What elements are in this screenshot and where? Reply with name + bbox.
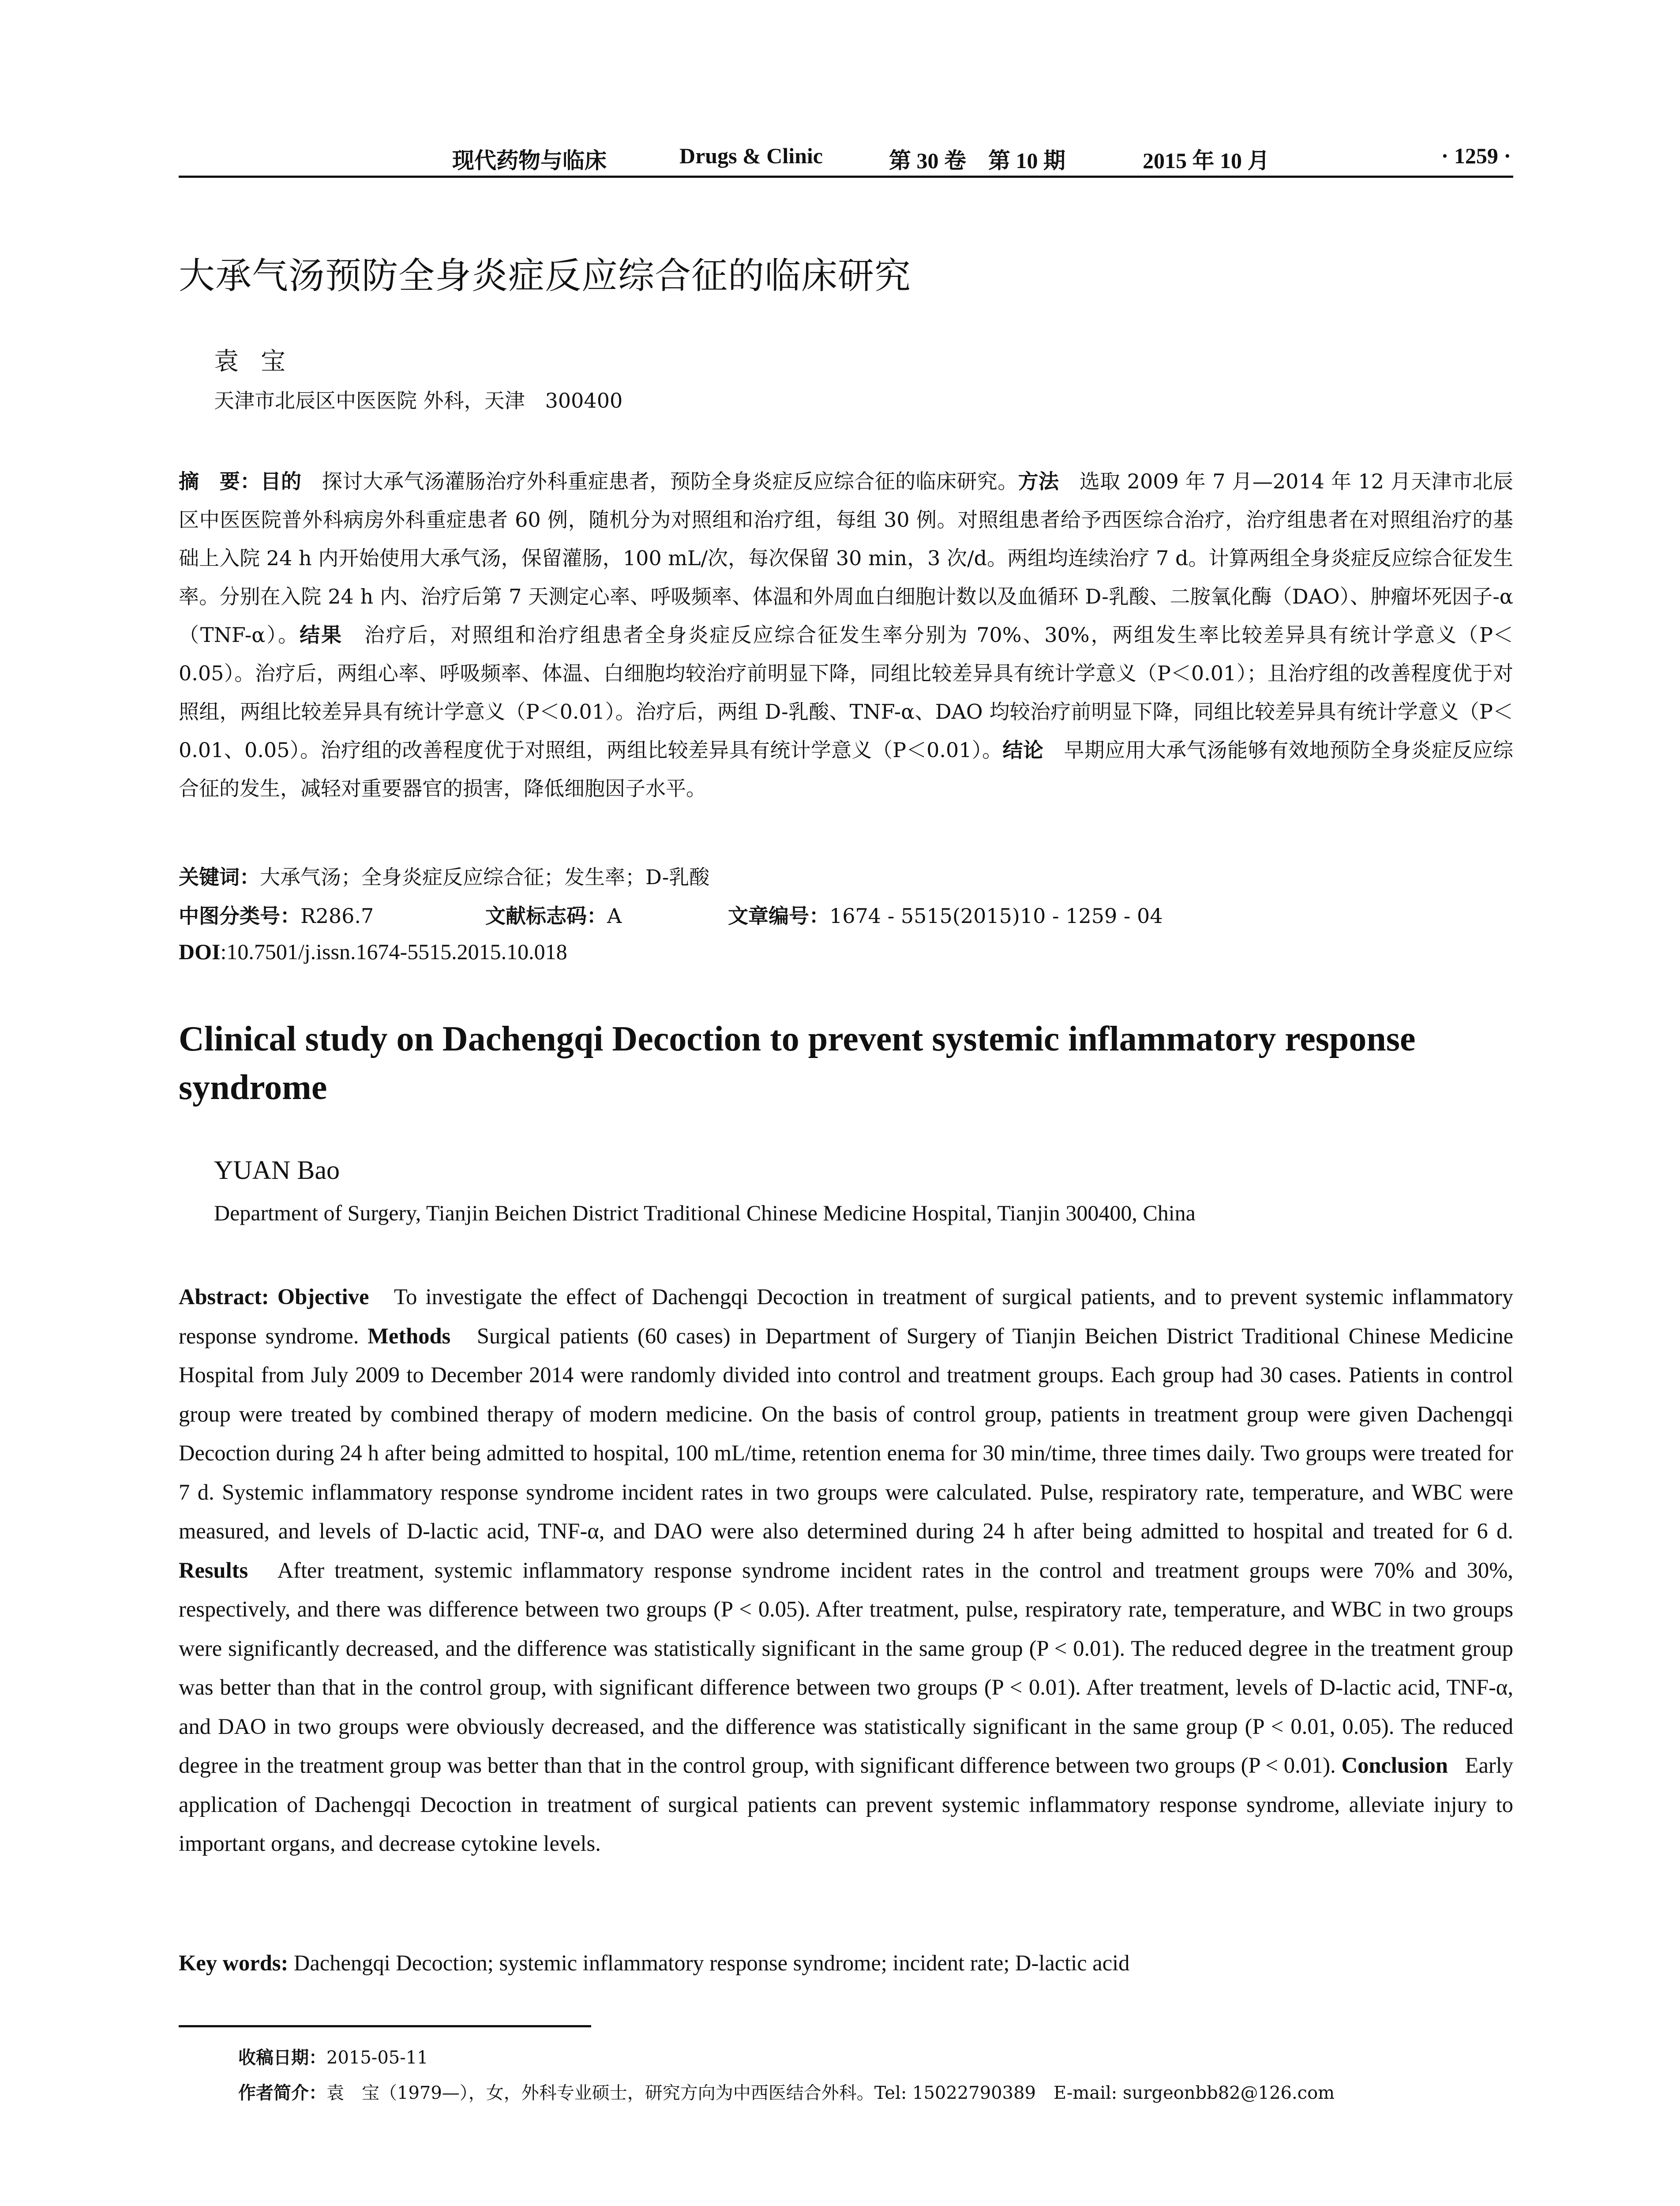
abstract-objective-label-en: Abstract: Objective bbox=[179, 1284, 369, 1309]
conclusion-text-cn: 早期应用大承气汤能够有效地预防全身炎症反应综合征的发生，减轻对重要器官的损害，降低细胞因子水平。 bbox=[179, 738, 1514, 800]
received-label: 收稿日期： bbox=[238, 2048, 326, 2068]
doc-code-value: A bbox=[607, 904, 622, 928]
methods-text-cn: 选取 2009 年 7 月—2014 年 12 月天津市北辰区中医医院普外科病房外科重症患者 60 例，随机分为对照组和治疗组，每组 30 例。对照组患者给予西医综合治疗，治疗组患者在对照组治疗的基础上入院 24 h 内开始使用大承气汤，保留灌肠，100 mL/次，每次保留 30 min，3 次/d。两组均连续治疗 7 d。计算两组全身炎症反应综合征发生率。分别在入院 24 h 内、治疗后第 7 天测定心率、呼吸频率、体温和外周血白细胞计数以及血循环 D-乳酸、二胺氧化酶（DAO）、肿瘤坏死因子-α（TNF-α）。 bbox=[179, 469, 1514, 647]
methods-text-en: Surgical patients (60 cases) in Department of Surgery of Tianjin Beichen District Traditional Chinese Medicine Hospital from July 2009 to December 2014 were randomly divided into control and treatment groups. Each group had 30 cases. Patients in control group were treated by combined therapy of modern medicine. On the basis of control group, patients in treatment group were given Dachengqi Decoction during 24 h after being admitted to hospital, 100 mL/time, retention enema for 30 min/time, three times daily. Two groups were treated for 7 d. Systemic inflammatory response syndrome incident rates in two groups were calculated. Pulse, respiratory rate, temperature, and WBC were measured, and levels of D-lactic acid, TNF-α, and DAO were also determined during 24 h after being admitted to hospital and treated for 6 d. bbox=[179, 1323, 1514, 1543]
doi-value: :10.7501/j.issn.1674-5515.2015.10.018 bbox=[220, 939, 567, 964]
author-name-en: YUAN Bao bbox=[214, 1156, 340, 1185]
objective-text-cn: 探讨大承气汤灌肠治疗外科重症患者，预防全身炎症反应综合征的临床研究。 bbox=[322, 469, 1018, 493]
conclusion-label-en: Conclusion bbox=[1341, 1753, 1448, 1778]
journal-name-en: Drugs & Clinic bbox=[679, 143, 823, 168]
doc-code-label: 文献标志码： bbox=[485, 904, 607, 928]
methods-label-en: Methods bbox=[368, 1323, 451, 1348]
footnote-divider bbox=[179, 2025, 591, 2027]
conclusion-label-cn: 结论 bbox=[1002, 738, 1044, 762]
results-text-cn: 治疗后，对照组和治疗组患者全身炎症反应综合征发生率分别为 70%、30%，两组发生率比较差异具有统计学意义（P＜0.05）。治疗后，两组心率、呼吸频率、体温、白细胞均较治疗前明显下降，同组比较差异具有统计学意义（P＜0.01）；且治疗组的改善程度优于对照组，两组比较差异具有统计学意义（P＜0.01）。治疗后，两组 D-乳酸、TNF-α、DAO 均较治疗前明显下降，同组比较差异具有统计学意义（P＜0.01、0.05）。治疗组的改善程度优于对照组，两组比较差异具有统计学意义（P＜0.01）。 bbox=[179, 623, 1513, 762]
clc-label: 中图分类号： bbox=[179, 904, 300, 928]
conclusion-text-en: Early application of Dachengqi Decoction in treatment of surgical patients can prevent systemic inflammatory response syndrome, alleviate injury to important organs, and decrease cytokine levels. bbox=[179, 1753, 1514, 1856]
results-label-en: Results bbox=[179, 1557, 248, 1583]
keywords-en bbox=[179, 1950, 1129, 1976]
bio-value: 袁 宝（1979—），女，外科专业硕士，研究方向为中西医结合外科。Tel: 15022790389 E-mail: surgeonbb82@126.com bbox=[326, 2083, 1335, 2103]
journal-name-cn: 现代药物与临床 bbox=[452, 148, 607, 173]
keywords-text-en: Dachengqi Decoction; systemic inflammatory response syndrome; incident rate; D-lactic acid bbox=[293, 1951, 1130, 1975]
classification-line bbox=[179, 900, 1163, 929]
abstract-en bbox=[179, 1277, 1513, 1863]
methods-label-cn: 方法 bbox=[1018, 469, 1059, 493]
doi-line bbox=[179, 939, 567, 964]
author-name-cn: 袁宝 bbox=[214, 347, 308, 376]
bio-label: 作者简介： bbox=[238, 2083, 326, 2103]
article-title-cn: 大承气汤预防全身炎症反应综合征的临床研究 bbox=[179, 255, 911, 297]
volume-issue: 第 30 卷 第 10 期 bbox=[889, 148, 1065, 173]
doi-label: DOI bbox=[179, 939, 221, 964]
running-header bbox=[179, 140, 1513, 178]
clc-value: R286.7 bbox=[300, 904, 374, 928]
abstract-label-cn: 摘 要： bbox=[179, 469, 261, 493]
results-text-en: After treatment, systemic inflammatory response syndrome incident rates in the control and treatment groups were 70% and 30%, respectively, and there was difference between two groups (P < 0.05). After treatment, pulse, respiratory rate, temperature, and WBC in two groups were significantly decreased, and the difference was statistically significant in the same group (P < 0.01). The reduced degree in the treatment group was better than that in the control group, with significant difference between two groups (P < 0.01). After treatment, levels of D-lactic acid, TNF-α, and DAO in two groups were obviously decreased, and the difference was statistically significant in the same group (P < 0.01, 0.05). The reduced degree in the treatment group was better than that in the control group, with significant difference between two groups (P < 0.01). bbox=[179, 1557, 1513, 1778]
author-affiliation-cn: 天津市北辰区中医医院 外科，天津 300400 bbox=[214, 389, 623, 413]
objective-text-en: To investigate the effect of Dachengqi Decoction in treatment of surgical patients, and to prevent systemic inflammatory response syndrome. bbox=[179, 1284, 1514, 1348]
article-title-en: Clinical study on Dachengqi Decoction to prevent systemic inflammatory response syndrome bbox=[179, 1020, 1416, 1107]
author-affiliation-en: Department of Surgery, Tianjin Beichen District Traditional Chinese Medicine Hospital, Tianjin 300400, China bbox=[214, 1201, 1196, 1225]
abstract-cn bbox=[179, 462, 1513, 808]
article-no-label: 文章编号： bbox=[728, 904, 829, 928]
keywords-label-en: Key words: bbox=[179, 1951, 289, 1975]
received-value: 2015-05-11 bbox=[326, 2048, 428, 2068]
issue-date: 2015 年 10 月 bbox=[1143, 148, 1270, 173]
received-date-note bbox=[238, 2044, 428, 2069]
page-number: · 1259 · bbox=[1441, 143, 1511, 168]
keywords-text-cn: 大承气汤；全身炎症反应综合征；发生率；D-乳酸 bbox=[260, 865, 710, 889]
keywords-label-cn: 关键词： bbox=[179, 865, 260, 889]
author-bio-note bbox=[238, 2079, 1335, 2104]
keywords-cn bbox=[179, 861, 709, 890]
article-no-value: 1674 - 5515(2015)10 - 1259 - 04 bbox=[829, 904, 1163, 928]
objective-label-cn: 目的 bbox=[260, 469, 302, 493]
results-label-cn: 结果 bbox=[300, 623, 343, 647]
